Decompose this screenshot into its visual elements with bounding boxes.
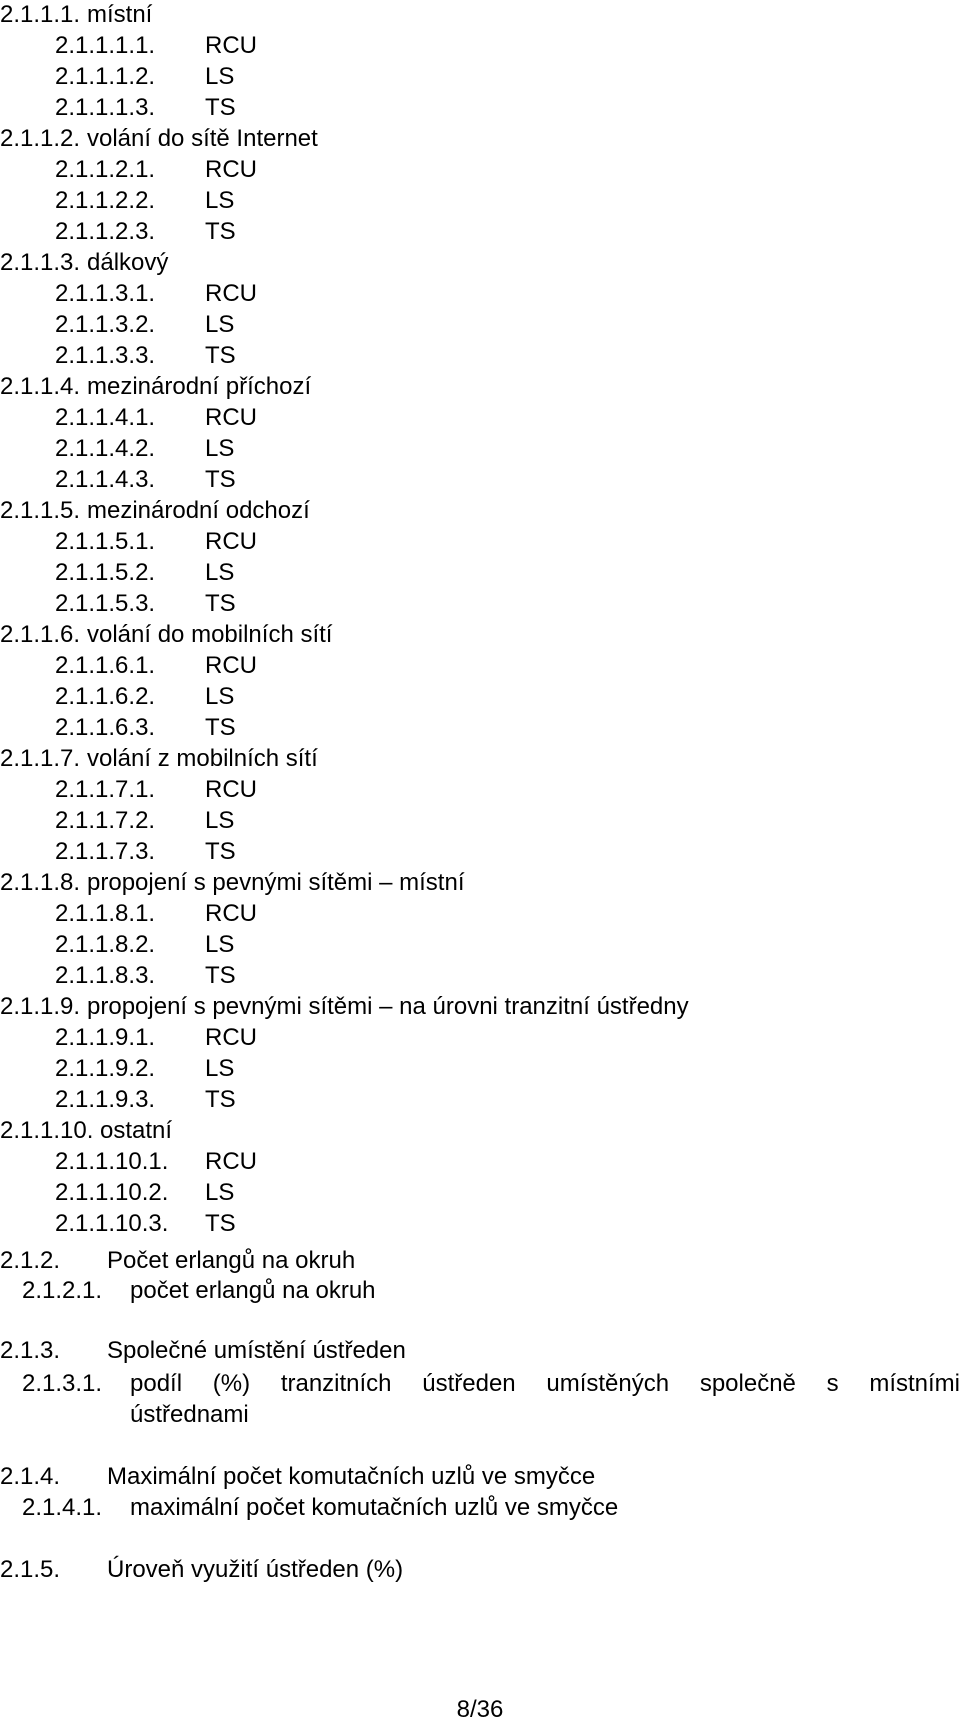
section-number: 2.1.4. (0, 1463, 61, 1490)
word: místními (869, 1370, 960, 1397)
section-heading: Úroveň využití ústředen (%) (107, 1556, 404, 1583)
outline-subitem-number: 2.1.1.4.3. (55, 466, 156, 493)
outline-subitem-number: 2.1.1.10.1. (55, 1148, 169, 1175)
word: tranzitních (280, 1370, 392, 1397)
outline-label: propojení s pevnými sítěmi – místní (87, 869, 465, 896)
outline-subitem-number: 2.1.1.3.3. (55, 342, 156, 369)
outline-number: 2.1.1.7. (0, 745, 81, 772)
outline-subitem-label: TS (205, 1210, 236, 1237)
item-text: počet erlangů na okruh (130, 1277, 376, 1304)
outline-subitem-number: 2.1.1.3.2. (55, 311, 156, 338)
outline-subitem-label: RCU (205, 404, 257, 431)
outline-subitem-label: TS (205, 1086, 236, 1113)
page-number: 8/36 (456, 1696, 504, 1723)
outline-number: 2.1.1.4. (0, 373, 81, 400)
outline-subitem-number: 2.1.1.10.2. (55, 1179, 169, 1206)
outline-subitem-label: LS (205, 807, 235, 834)
outline-label: dálkový (87, 249, 169, 276)
outline-subitem-label: TS (205, 838, 236, 865)
outline-label: propojení s pevnými sítěmi – na úrovni tranzitní ústředny (87, 993, 689, 1020)
outline-subitem-number: 2.1.1.6.1. (55, 652, 156, 679)
outline-number: 2.1.1.6. (0, 621, 81, 648)
section-heading: Společné umístění ústředen (107, 1337, 406, 1364)
outline-subitem-label: RCU (205, 776, 257, 803)
outline-subitem-number: 2.1.1.5.3. (55, 590, 156, 617)
outline-subitem-number: 2.1.1.4.2. (55, 435, 156, 462)
outline-subitem-number: 2.1.1.8.2. (55, 931, 156, 958)
outline-subitem-label: RCU (205, 1148, 257, 1175)
word: umístěných (546, 1370, 670, 1397)
outline-subitem-label: RCU (205, 900, 257, 927)
word: podíl (130, 1370, 183, 1397)
outline-subitem-number: 2.1.1.9.3. (55, 1086, 156, 1113)
section-number: 2.1.5. (0, 1556, 61, 1583)
outline-subitem-label: LS (205, 435, 235, 462)
outline-number: 2.1.1.2. (0, 125, 81, 152)
outline-subitem-number: 2.1.1.3.1. (55, 280, 156, 307)
outline-subitem-number: 2.1.1.9.1. (55, 1024, 156, 1051)
word: (%) (212, 1370, 251, 1397)
outline-subitem-label: RCU (205, 528, 257, 555)
outline-subitem-label: LS (205, 187, 235, 214)
item-number: 2.1.4.1. (22, 1494, 103, 1521)
outline-number: 2.1.1.9. (0, 993, 81, 1020)
outline-subitem-number: 2.1.1.5.2. (55, 559, 156, 586)
outline-subitem-number: 2.1.1.6.2. (55, 683, 156, 710)
outline-subitem-label: LS (205, 559, 235, 586)
outline-subitem-number: 2.1.1.8.1. (55, 900, 156, 927)
item-number: 2.1.2.1. (22, 1277, 103, 1304)
section-heading: Maximální počet komutačních uzlů ve smyčce (107, 1463, 596, 1490)
outline-subitem-number: 2.1.1.10.3. (55, 1210, 169, 1237)
outline-subitem-number: 2.1.1.6.3. (55, 714, 156, 741)
outline-label: volání do sítě Internet (87, 125, 318, 152)
outline-subitem-label: TS (205, 714, 236, 741)
outline-subitem-label: RCU (205, 280, 257, 307)
section-number: 2.1.2. (0, 1247, 61, 1274)
word: s (826, 1370, 839, 1397)
item-2-1-3-1 (0, 1369, 960, 1399)
outline-subitem-label: LS (205, 1055, 235, 1082)
outline-subitem-label: LS (205, 311, 235, 338)
outline-subitem-number: 2.1.1.1.2. (55, 63, 156, 90)
outline-subitem-number: 2.1.1.1.3. (55, 94, 156, 121)
outline-subitem-number: 2.1.1.2.1. (55, 156, 156, 183)
outline-subitem-label: LS (205, 683, 235, 710)
outline-subitem-number: 2.1.1.5.1. (55, 528, 156, 555)
outline-label: místní (87, 1, 153, 28)
outline-subitem-number: 2.1.1.7.3. (55, 838, 156, 865)
outline-subitem-label: TS (205, 466, 236, 493)
outline-subitem-number: 2.1.1.2.3. (55, 218, 156, 245)
item-text: ústřednami (130, 1401, 249, 1428)
outline-subitem-label: TS (205, 218, 236, 245)
outline-label: mezinárodní příchozí (87, 373, 312, 400)
justified-text-line (130, 1369, 960, 1399)
outline-label: mezinárodní odchozí (87, 497, 310, 524)
word: ústředen (422, 1370, 516, 1397)
outline-subitem-label: LS (205, 1179, 235, 1206)
item-text: maximální počet komutačních uzlů ve smyčce (130, 1494, 619, 1521)
section-heading: Počet erlangů na okruh (107, 1247, 356, 1274)
outline-number: 2.1.1.5. (0, 497, 81, 524)
outline-subitem-number: 2.1.1.7.1. (55, 776, 156, 803)
outline-number: 2.1.1.10. (0, 1117, 94, 1144)
outline-subitem-label: TS (205, 962, 236, 989)
outline-subitem-number: 2.1.1.2.2. (55, 187, 156, 214)
outline-subitem-label: TS (205, 94, 236, 121)
outline-label: volání z mobilních sítí (87, 745, 318, 772)
outline-subitem-label: RCU (205, 652, 257, 679)
outline-subitem-number: 2.1.1.9.2. (55, 1055, 156, 1082)
outline-subitem-label: TS (205, 590, 236, 617)
outline-subitem-label: TS (205, 342, 236, 369)
outline-label: volání do mobilních sítí (87, 621, 333, 648)
outline-subitem-number: 2.1.1.1.1. (55, 32, 156, 59)
outline-subitem-label: RCU (205, 32, 257, 59)
outline-subitem-label: LS (205, 931, 235, 958)
outline-subitem-number: 2.1.1.7.2. (55, 807, 156, 834)
outline-number: 2.1.1.8. (0, 869, 81, 896)
outline-subitem-number: 2.1.1.4.1. (55, 404, 156, 431)
outline-subitem-number: 2.1.1.8.3. (55, 962, 156, 989)
outline-number: 2.1.1.1. (0, 1, 81, 28)
item-number: 2.1.3.1. (22, 1370, 103, 1397)
outline-subitem-label: RCU (205, 1024, 257, 1051)
section-number: 2.1.3. (0, 1337, 61, 1364)
outline-subitem-label: RCU (205, 156, 257, 183)
outline-label: ostatní (100, 1117, 173, 1144)
outline-number: 2.1.1.3. (0, 249, 81, 276)
word: společně (699, 1370, 796, 1397)
outline-subitem-label: LS (205, 63, 235, 90)
